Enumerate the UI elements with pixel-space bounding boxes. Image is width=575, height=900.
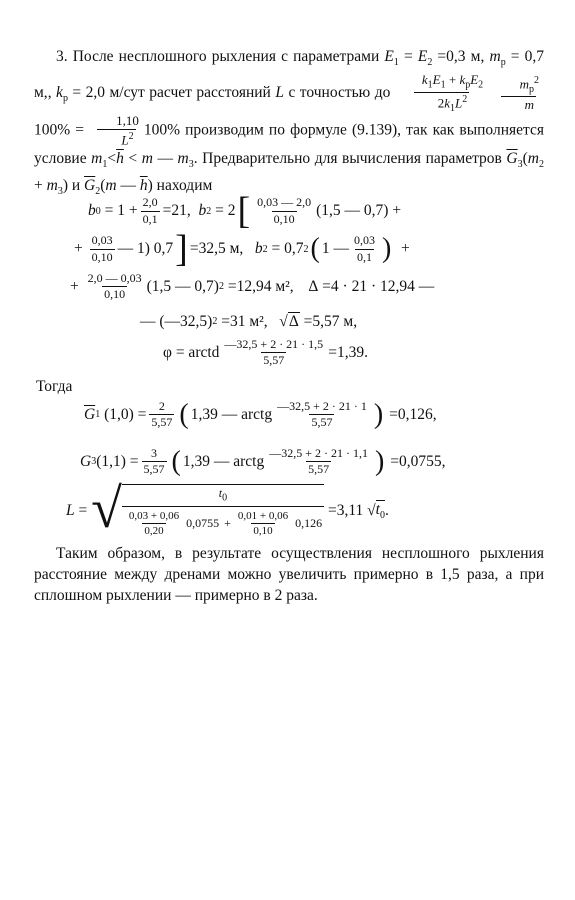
accuracy-fraction-1: $\frac{k_1E_1 + k_рE_2}{2k_1L^2}$	[398, 73, 485, 114]
accuracy-fraction-2: $\frac{m_р^2}{m}$	[496, 75, 541, 112]
equation-delta: + $\frac{2,0 — 0,03}{0,10}$ (1,5 — 0,7) 2 = 12,94 м² , Δ = 4 · 21 · 12,94 —	[70, 271, 435, 302]
equation-l: L = √ $t_0$ $\frac{0,03 + 0,06}{0,20}$ 0,0755 + $\frac{0,01 + 0,06}{0,10}$ 0,126 = 3,11 √ $t_0$ .	[66, 478, 389, 540]
paragraph-conclusion: Таким образом, в результате осуществления несплошного рыхления расстояние между дренами можно увеличить примерно в 1,5 раза, а при сплошном рыхлении — примерно в 2 раза.	[34, 545, 544, 604]
paragraph-intro: 3. После несплошного рыхления с параметрами $E_1 = E_2 =0,3$ м, $m_р = 0,7$ м,, $k_р = 2,0$ м/сут расчет расстояний L с точностью до $\frac{k_1E_1 + k_рE_2}{2k_1L^2}$ $\frac{m_р^2}{m}$ 100% = $\frac{1,10}{L^2}$ 100% производим по формуле (9.139), так как выполняется условие $m_1<\overline{h} < m$ — $m_3$. Предварительно для вычисления параметров $\overline{G}_3(m_2 + m_3)$ и $\overline{G}_2(m$ — $\overline{h}$) находим	[34, 48, 545, 197]
equation-g1: $\overline{G}$ 1 (1,0) = $\frac{2}{5,57}$ ( 1,39 — arctg $\frac{—32,5 + 2 \cdot 21 \cdot 1}{5,57}$ ) = 0,126,	[84, 398, 437, 430]
equation-b0: b 0 = 1 + $\frac{2,0}{0,1}$ = 21 , b 2 = 2 [ $\frac{0,03 — 2,0}{0,10}$ (1,5 — 0,7) +	[88, 190, 402, 232]
accuracy-fraction-3: $\frac{1,10}{L^2}$	[92, 114, 141, 148]
equation-phi: φ = arctd $\frac{—32,5 + 2 \cdot 21 \cdot 1,5}{5,57}$ = 1,39.	[163, 337, 368, 368]
square-root: √ $t_0$ $\frac{0,03 + 0,06}{0,20}$ 0,0755 + $\frac{0,01 + 0,06}{0,10}$ 0,126	[91, 478, 323, 540]
word-then: Тогда	[36, 378, 73, 395]
equation-delta-result: — (—32,5) 2 = 31 м² , √ Δ = 5,57 м,	[140, 312, 358, 330]
equation-g3: G 3 (1,1) = $\frac{3}{5,57}$ ( 1,39 — arctg $\frac{—32,5 + 2 \cdot 21 \cdot 1,1}{5,57}$ ) = 0,0755,	[80, 445, 446, 477]
equation-b2-cont: + $\frac{0,03}{0,10}$ — 1) 0,7 ] = 32,5 м , b 2 = 0,7 2 ( 1 — $\frac{0,03}{0,1}$ ) +	[74, 228, 410, 270]
intro-text-1: 3. После несплошного рыхления с параметрами	[56, 48, 380, 65]
